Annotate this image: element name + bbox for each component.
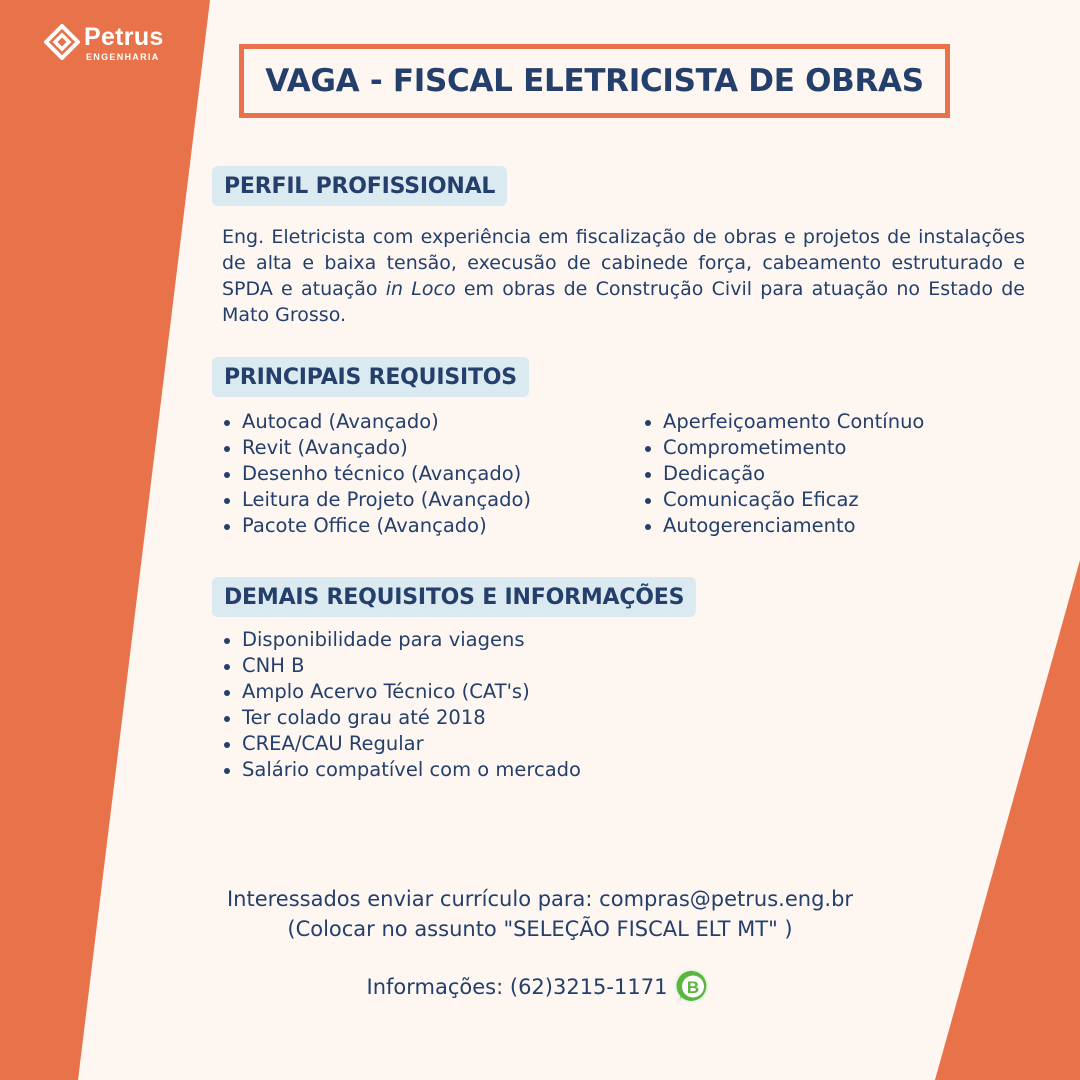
svg-text:B: B [687, 978, 700, 997]
title-box [239, 44, 950, 118]
list-item: Pacote Office (Avançado) [220, 513, 531, 539]
list-item: Dedicação [641, 461, 924, 487]
list-item: Salário compatível com o mercado [220, 757, 581, 783]
list-item: Autogerenciamento [641, 513, 924, 539]
page-title: VAGA - FISCAL ELETRICISTA DE OBRAS [265, 63, 924, 99]
list-item: CREA/CAU Regular [220, 731, 581, 757]
list-item: Autocad (Avançado) [220, 409, 531, 435]
list-item: Comunicação Eficaz [641, 487, 924, 513]
list-item: Amplo Acervo Técnico (CAT's) [220, 679, 581, 705]
section-heading-profile: PERFIL PROFISSIONAL [212, 166, 507, 206]
section-heading-main-requirements: PRINCIPAIS REQUISITOS [212, 357, 529, 397]
section-heading-other-requirements: DEMAIS REQUISITOS E INFORMAÇÕES [212, 577, 696, 617]
list-item: Aperfeiçoamento Contínuo [641, 409, 924, 435]
petrus-logo-icon [44, 24, 80, 60]
profile-text-after: em obras de Construção Civil para atuação no Estado de Mato Grosso. [222, 278, 1025, 326]
list-item: CNH B [220, 653, 581, 679]
profile-text [222, 224, 1025, 328]
petrus-logo [44, 22, 184, 66]
contact-subject-line: (Colocar no assunto "SELEÇÃO FISCAL ELT MT" ) [287, 917, 793, 941]
contact-info-row [0, 967, 1080, 1007]
whatsapp-business-icon [673, 967, 713, 1007]
brand-name: Petrus [84, 23, 164, 51]
list-item: Ter colado grau até 2018 [220, 705, 581, 731]
profile-text-before: Eng. Eletricista com experiência em fiscalização de obras e projetos de instalações de alta e baixa tensão, execusão de cabinede força, cabeamento estruturado e SPDA e atuação [222, 226, 1025, 300]
list-item: Desenho técnico (Avançado) [220, 461, 531, 487]
brand-subtitle: ENGENHARIA [86, 52, 160, 62]
other-requirements-list [220, 627, 581, 783]
list-item: Revit (Avançado) [220, 435, 531, 461]
contact-phone: Informações: (62)3215-1171 [366, 975, 668, 999]
main-requirements-right-list [641, 409, 924, 539]
list-item: Disponibilidade para viagens [220, 627, 581, 653]
list-item: Leitura de Projeto (Avançado) [220, 487, 531, 513]
main-requirements-left-list [220, 409, 531, 539]
list-item: Comprometimento [641, 435, 924, 461]
contact-email-line: Interessados enviar currículo para: compras@petrus.eng.br [226, 887, 854, 911]
profile-text-italic: in Loco [385, 278, 456, 300]
